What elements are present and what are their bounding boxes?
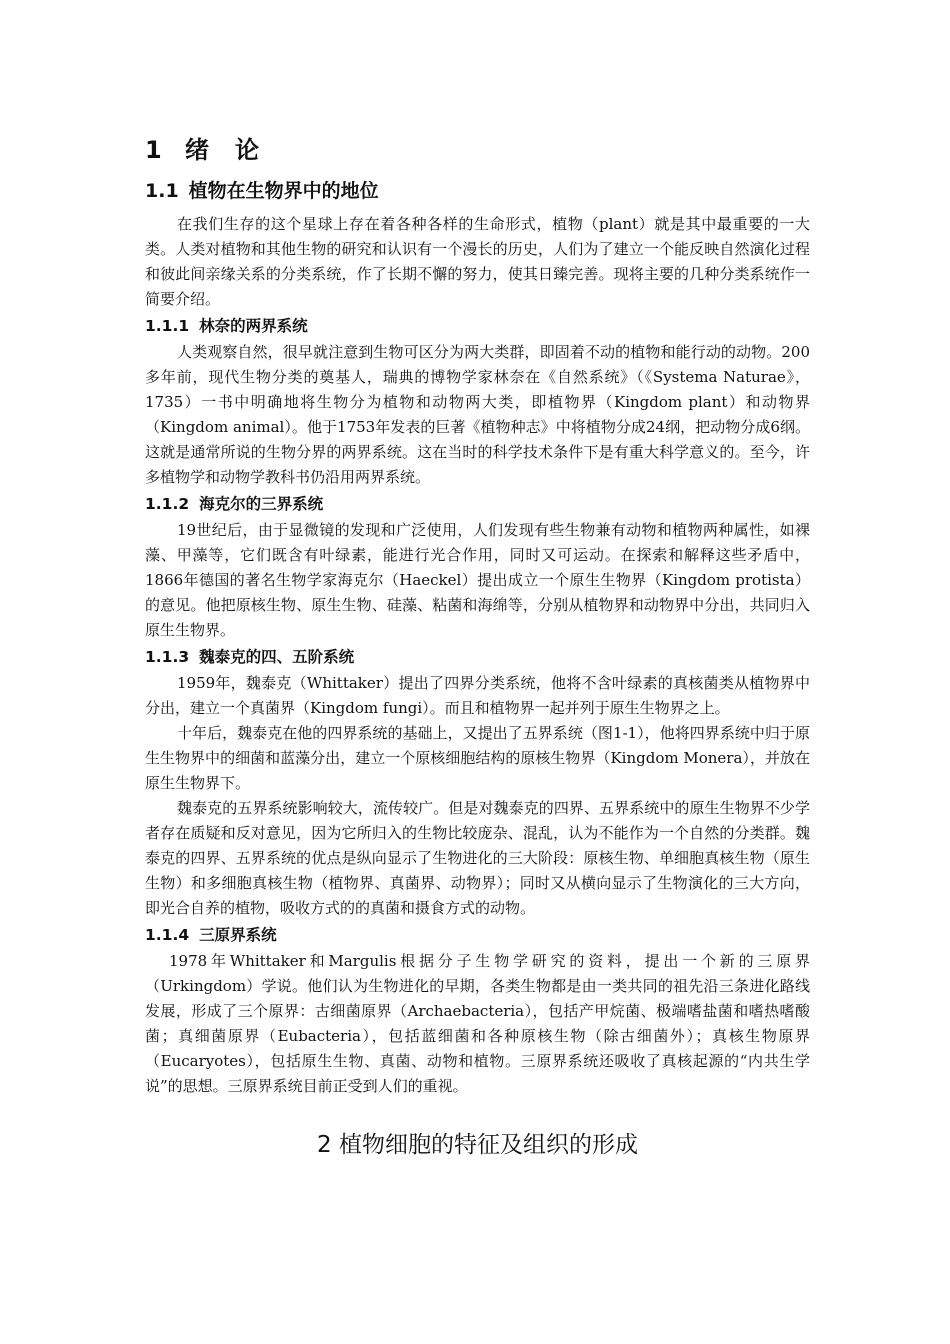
subsection-1-1-3-paragraph-1: 1959年，魏泰克（Whittaker）提出了四界分类系统，他将不含叶绿素的真核菌类从植物界中分出，建立一个真菌界（Kingdom fungi）。而且和植物界一起并列于原生生物界之上。 <box>145 674 810 717</box>
subsection-title: 海克尔的三界系统 <box>199 495 324 513</box>
subsection-1-1-1-heading <box>145 312 810 340</box>
section-number: 1.1 <box>145 180 179 202</box>
section-1-1-paragraph: 在我们生存的这个星球上存在着各种各样的生命形式，植物（plant）就是其中最重要的一大类。人类对植物和其他生物的研究和认识有一个漫长的历史，人们为了建立一个能反映自然演化过程和彼此间亲缘关系的分类系统，作了长期不懈的努力，使其日臻完善。现将主要的几种分类系统作一简要介绍。 <box>145 215 810 308</box>
document-page <box>145 128 810 1165</box>
section-1-1-heading <box>145 174 810 208</box>
subsection-1-1-3-paragraph-3: 魏泰克的五界系统影响较大，流传较广。但是对魏泰克的四界、五界系统中的原生生物界不少学者存在质疑和反对意见，因为它所归入的生物比较庞杂、混乱，认为不能作为一个自然的分类群。魏泰克的四界、五界系统的优点是纵向显示了生物进化的三大阶段：原核生物、单细胞真核生物（原生生物）和多细胞真核生物（植物界、真菌界、动物界）；同时又从横向显示了生物演化的三大方向，即光合自养的植物，吸收方式的的真菌和摄食方式的动物。 <box>145 799 810 917</box>
chapter-1-heading <box>145 128 810 172</box>
chapter-number: 1 <box>145 136 163 164</box>
subsection-1-1-1-paragraph: 人类观察自然，很早就注意到生物可区分为两大类群，即固着不动的植物和能行动的动物。200多年前，现代生物分类的奠基人，瑞典的博物学家林奈在《自然系统》（《Systema Naturae》，1735）一书中明确地将生物分为植物和动物两大类，即植物界（Kingdom plant）和动物界（Kingdom animal）。他于1753年发表的巨著《植物种志》中将植物分成24纲，把动物分成6纲。这就是通常所说的生物分界的两界系统。这在当时的科学技术条件下是有重大科学意义的。至今，许多植物学和动物学教科书仍沿用两界系统。 <box>145 343 810 486</box>
subsection-number: 1.1.2 <box>145 495 190 513</box>
subsection-1-1-2-heading <box>145 490 810 518</box>
chapter-title: 绪 论 <box>185 136 260 164</box>
subsection-1-1-3-heading <box>145 643 810 671</box>
subsection-title: 林奈的两界系统 <box>199 317 308 335</box>
subsection-1-1-4-heading <box>145 921 810 949</box>
subsection-title: 魏泰克的四、五阶系统 <box>199 648 355 666</box>
subsection-number: 1.1.4 <box>145 926 190 944</box>
subsection-1-1-2-paragraph: 19世纪后，由于显微镜的发现和广泛使用，人们发现有些生物兼有动物和植物两种属性，如裸藻、甲藻等，它们既含有叶绿素，能进行光合作用，同时又可运动。在探索和解释这些矛盾中，1866年德国的著名生物学家海克尔（Haeckel）提出成立一个原生生物界（Kingdom protista）的意见。他把原核生物、原生生物、硅藻、粘菌和海绵等，分别从植物界和动物界中分出，共同归入原生生物界。 <box>145 521 810 639</box>
subsection-number: 1.1.1 <box>145 317 190 335</box>
section-title: 植物在生物界中的地位 <box>188 180 379 202</box>
subsection-1-1-4-paragraph: 1978年Whittaker和Margulis根据分子生物学研究的资料，提出一个新的三原界（Urkingdom）学说。他们认为生物进化的早期，各类生物都是由一类共同的祖先沿三条进化路线发展，形成了三个原界：古细菌原界（Archaebacteria），包括产甲烷菌、极端嗜盐菌和嗜热嗜酸菌；真细菌原界（Eubacteria），包括蓝细菌和各种原核生物（除古细菌外）；真核生物原界（Eucaryotes），包括原生生物、真菌、动物和植物。三原界系统还吸收了真核起源的“内共生学说”的思想。三原界系统目前正受到人们的重视。 <box>145 952 810 1095</box>
chapter-2-heading: 2 植物细胞的特征及组织的形成 <box>317 1132 638 1158</box>
subsection-title: 三原界系统 <box>199 926 277 944</box>
subsection-number: 1.1.3 <box>145 648 190 666</box>
subsection-1-1-3-paragraph-2: 十年后，魏泰克在他的四界系统的基础上，又提出了五界系统（图1-1），他将四界系统中归于原生生物界中的细菌和蓝藻分出，建立一个原核细胞结构的原核生物界（Kingdom Monera），并放在原生生物界下。 <box>145 724 810 792</box>
